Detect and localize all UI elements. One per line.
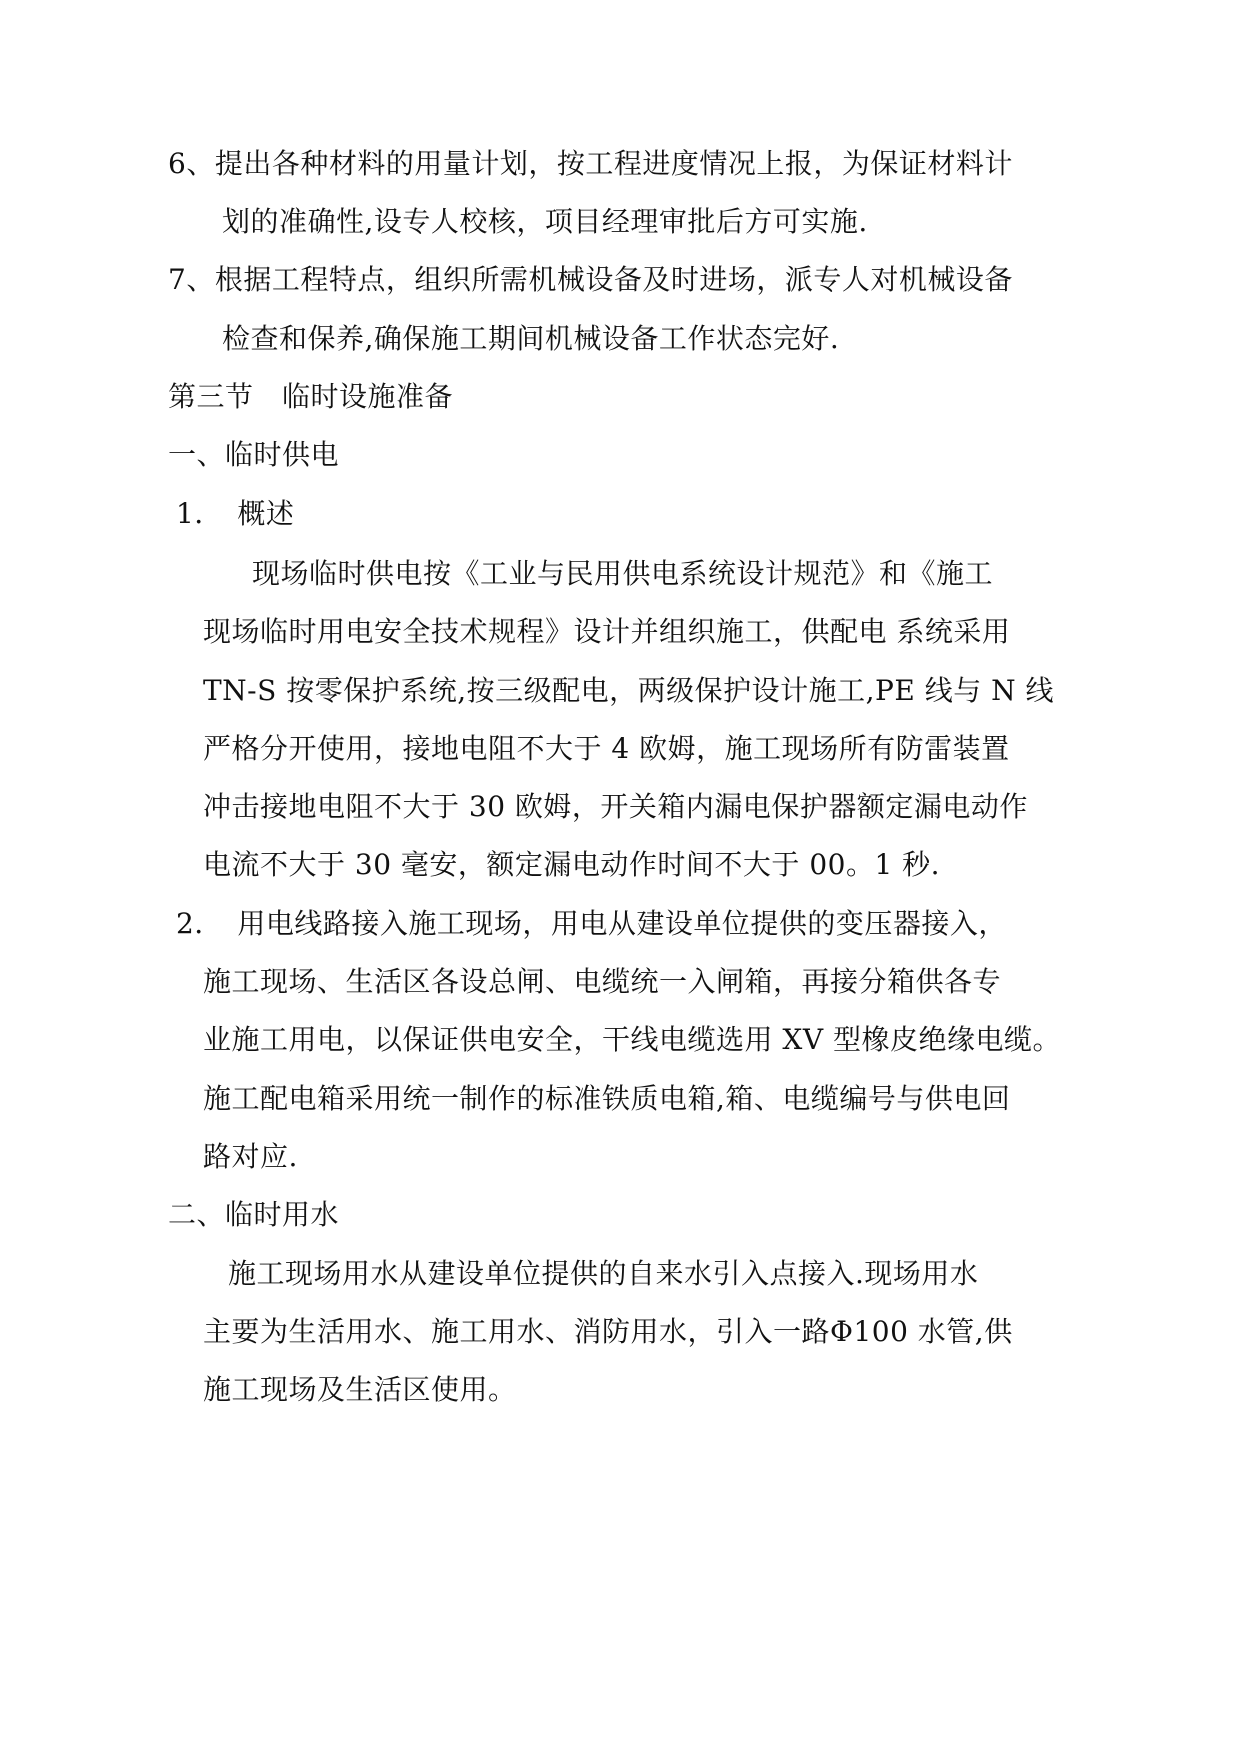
power-overview-line: 严格分开使用，接地电阻不大于 4 欧姆，施工现场所有防雷装置 xyxy=(203,732,1010,765)
water-line: 施工现场用水从建设单位提供的自来水引入点接入.现场用水 xyxy=(228,1257,979,1290)
power-heading: 一、临时供电 xyxy=(168,438,340,471)
power-wiring-line: 业施工用电，以保证供电安全，干线电缆选用 XV 型橡皮绝缘电缆。 xyxy=(203,1023,1061,1056)
item-7-line-2: 检查和保养,确保施工期间机械设备工作状态完好. xyxy=(222,322,840,355)
power-overview-line: 现场临时用电安全技术规程》设计并组织施工，供配电 系统采用 xyxy=(203,615,1011,648)
item-6-line-1: 6、提出各种材料的用量计划，按工程进度情况上报，为保证材料计 xyxy=(168,147,1013,180)
item-7-line-1: 7、根据工程特点，组织所需机械设备及时进场，派专人对机械设备 xyxy=(168,263,1013,296)
section-title: 第三节 临时设施准备 xyxy=(168,380,454,413)
water-heading: 二、临时用水 xyxy=(168,1198,340,1231)
water-line: 施工现场及生活区使用。 xyxy=(203,1373,517,1406)
power-overview-line: 电流不大于 30 毫安，额定漏电动作时间不大于 00。1 秒. xyxy=(203,848,941,881)
water-line: 主要为生活用水、施工用水、消防用水，引入一路Φ100 水管,供 xyxy=(203,1315,1013,1348)
power-wiring-line: 路对应. xyxy=(203,1140,298,1173)
power-wiring-line: 2． 用电线路接入施工现场，用电从建设单位提供的变压器接入， xyxy=(176,907,1007,940)
power-wiring-line: 施工配电箱采用统一制作的标准铁质电箱,箱、电缆编号与供电回 xyxy=(203,1082,1011,1115)
power-overview-line: TN-S 按零保护系统,按三级配电，两级保护设计施工,PE 线与 N 线 xyxy=(203,674,1055,707)
power-overview-heading: 1． 概述 xyxy=(176,497,295,530)
power-wiring-line: 施工现场、生活区各设总闸、电缆统一入闸箱，再接分箱供各专 xyxy=(203,965,1002,998)
item-6-line-2: 划的准确性,设专人校核，项目经理审批后方可实施. xyxy=(222,205,868,238)
power-overview-line: 现场临时供电按《工业与民用供电系统设计规范》和《施工 xyxy=(252,557,994,590)
power-overview-line: 冲击接地电阻不大于 30 欧姆，开关箱内漏电保护器额定漏电动作 xyxy=(203,790,1028,823)
